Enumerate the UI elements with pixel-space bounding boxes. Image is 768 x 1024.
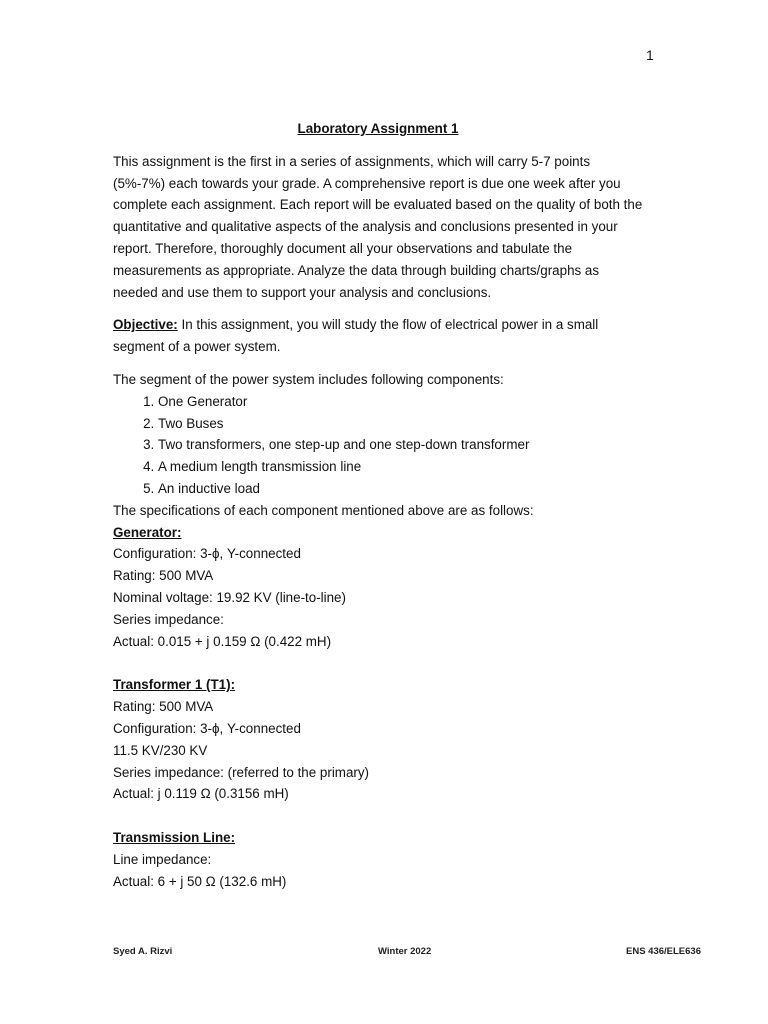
components-intro: The segment of the power system includes following components: (113, 371, 504, 387)
intro-paragraph: This assignment is the first in a series of assignments, which will carry 5-7 points (5%-7%) each towards your grade. A comprehensive report is due one week after you complete each assignment. Each report will be evaluated based on the quality of both the quantitative and qualitative aspects of the analysis and conclusions presented in your report. Therefore, thoroughly document all your observations and tabulate the measurements as appropriate. Analyze the data through building charts/graphs as needed and use them to support your analysis and conclusions. (113, 153, 643, 300)
section-spacer (113, 805, 643, 827)
footer-term: Winter 2022 (378, 946, 432, 957)
generator-rating: Rating: 500 MVA (113, 568, 214, 584)
footer-author: Syed A. Rizvi (113, 946, 173, 957)
transformer1-series-impedance: Series impedance: (referred to the primary) (113, 764, 370, 780)
transformer1-actual-impedance: Actual: j 0.119 Ω (0.3156 mH) (113, 786, 289, 802)
transformer1-section (113, 674, 643, 805)
list-item: 2. Two Buses (158, 413, 643, 435)
list-item: 3. Two transformers, one step-up and one step-down transformer (158, 434, 643, 456)
transmission-line-heading: Transmission Line: (113, 830, 236, 846)
transformer1-rating: Rating: 500 MVA (113, 699, 214, 715)
transformer1-heading: Transformer 1 (T1): (113, 677, 236, 693)
objective-paragraph (113, 314, 643, 358)
transformer1-configuration: Configuration: 3-ϕ, Y-connected (113, 720, 301, 736)
specs-intro: The specifications of each component mentioned above are as follows: (113, 502, 534, 518)
components-section (113, 369, 643, 522)
generator-nominal-voltage: Nominal voltage: 19.92 KV (line-to-line) (113, 589, 346, 605)
section-spacer (113, 652, 643, 674)
list-item: 1. One Generator (158, 391, 643, 413)
page-number: 1 (646, 47, 654, 63)
generator-configuration: Configuration: 3-ϕ, Y-connected (113, 546, 301, 562)
objective-label: Objective: (113, 317, 178, 333)
transmission-line-impedance-label: Line impedance: (113, 851, 212, 867)
transformer1-voltage: 11.5 KV/230 KV (113, 742, 208, 758)
generator-actual-impedance: Actual: 0.015 + j 0.159 Ω (0.422 mH) (113, 633, 332, 649)
transmission-line-section (113, 827, 643, 892)
list-item: 4. A medium length transmission line (158, 456, 643, 478)
generator-section (113, 522, 643, 653)
components-list (113, 391, 643, 500)
objective-text: In this assignment, you will study the flow of electrical power in a small segment of a power system. (113, 317, 599, 355)
footer-course: ENS 436/ELE636 (626, 946, 701, 957)
generator-series-impedance: Series impedance: (113, 611, 224, 627)
document-body (113, 118, 643, 893)
transmission-line-actual-impedance: Actual: 6 + j 50 Ω (132.6 mH) (113, 873, 287, 889)
document-title: Laboratory Assignment 1 (297, 121, 459, 136)
generator-heading: Generator: (113, 524, 182, 540)
list-item: 5. An inductive load (158, 478, 643, 500)
